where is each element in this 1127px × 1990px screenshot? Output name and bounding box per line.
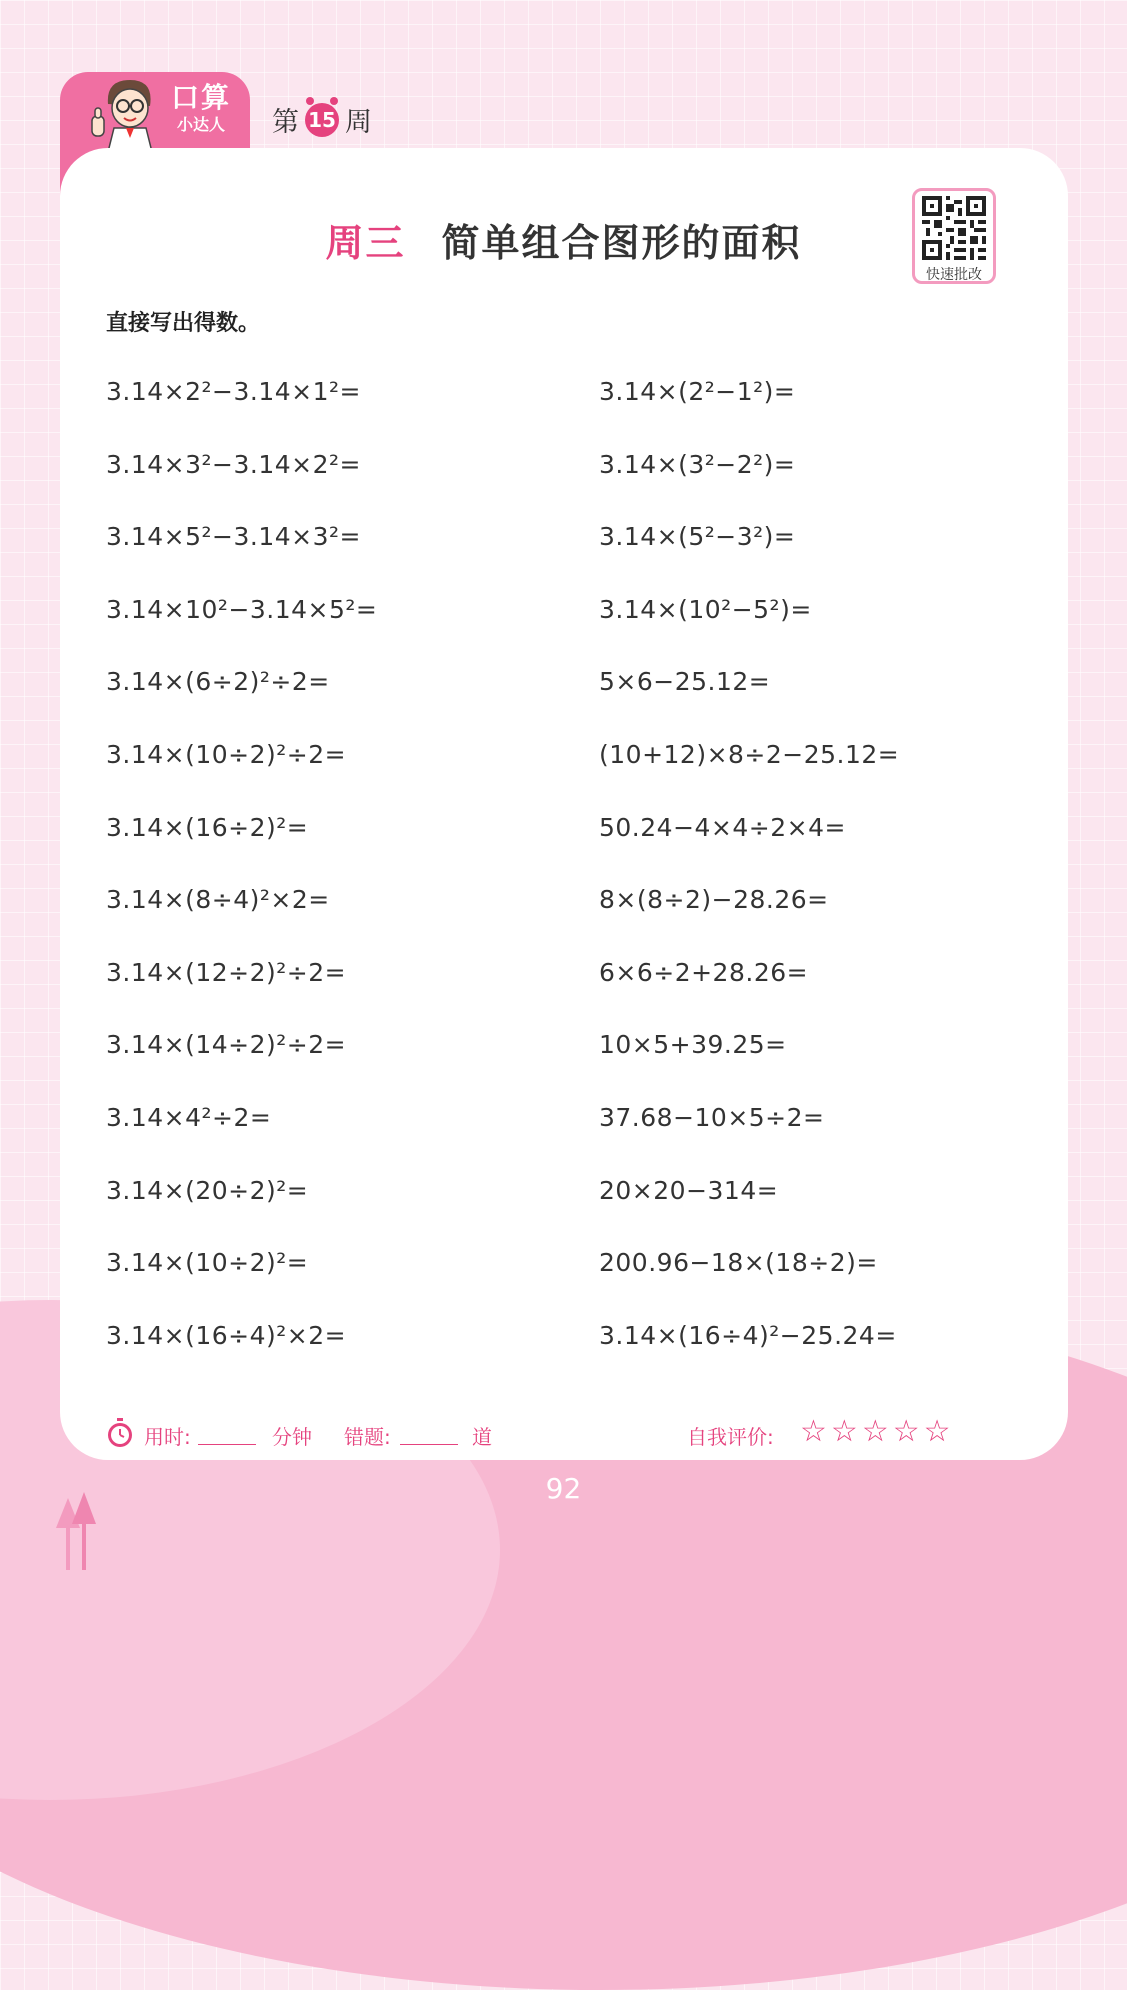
qr-code-icon <box>922 196 986 260</box>
problem-row <box>106 1098 1026 1171</box>
brand-sub-text: 小达人 <box>176 115 225 134</box>
problem-row <box>106 953 1026 1026</box>
problem-left: 3.14×(8÷4)²×2= <box>106 885 330 915</box>
problem-left: 3.14×(10÷2)²÷2= <box>106 739 347 769</box>
time-unit: 分钟 <box>272 1425 312 1449</box>
problem-right: 5×6−25.12= <box>599 667 771 697</box>
problem-row <box>106 1025 1026 1098</box>
problem-right: 8×(8÷2)−28.26= <box>599 885 829 915</box>
qr-label: 快速批改 <box>926 267 982 283</box>
problem-row <box>106 1316 1026 1389</box>
footer-bar <box>106 1414 966 1450</box>
problem-right: 37.68−10×5÷2= <box>599 1102 825 1132</box>
week-number-badge: 15 <box>305 103 339 137</box>
rating-star-icon[interactable]: ☆ <box>923 1414 951 1449</box>
page-number: 92 <box>545 1472 582 1505</box>
errors-unit: 道 <box>472 1425 492 1449</box>
brand-main-text: 口算 <box>170 81 231 114</box>
problem-row <box>106 880 1026 953</box>
problem-right: 10×5+39.25= <box>599 1030 787 1060</box>
problem-right: 3.14×(10²−5²)= <box>599 594 812 624</box>
problem-left: 3.14×(6÷2)²÷2= <box>106 667 330 697</box>
mascot-boy-icon <box>86 74 166 152</box>
problem-row <box>106 517 1026 590</box>
problem-row <box>106 1171 1026 1244</box>
week-indicator <box>272 100 372 139</box>
problem-row <box>106 372 1026 445</box>
instruction-text: 直接写出得数。 <box>106 311 261 336</box>
self-eval-label: 自我评价: <box>687 1425 774 1449</box>
qr-code-panel[interactable] <box>912 188 996 284</box>
problem-left: 3.14×10²−3.14×5²= <box>106 594 378 624</box>
problem-right: 3.14×(5²−3²)= <box>599 522 796 552</box>
problem-right: 200.96−18×(18÷2)= <box>599 1248 878 1278</box>
problem-left: 3.14×4²÷2= <box>106 1102 272 1132</box>
problem-left: 3.14×3²−3.14×2²= <box>106 449 361 479</box>
problem-row <box>106 1243 1026 1316</box>
rating-star-icon[interactable]: ☆ <box>830 1414 858 1449</box>
week-suffix: 周 <box>345 107 372 138</box>
brand-logo <box>166 82 236 136</box>
stopwatch-icon <box>106 1418 134 1448</box>
problem-grid <box>106 372 1026 1388</box>
rating-star-icon[interactable]: ☆ <box>892 1414 920 1449</box>
problem-right: 20×20−314= <box>599 1175 779 1205</box>
self-eval-stars <box>800 1414 951 1450</box>
problem-right: 6×6÷2+28.26= <box>599 957 809 987</box>
rating-star-icon[interactable]: ☆ <box>800 1414 827 1449</box>
problem-left: 3.14×(16÷2)²= <box>106 812 309 842</box>
problem-row <box>106 445 1026 518</box>
time-used-blank[interactable] <box>198 1444 256 1445</box>
problem-right: 3.14×(16÷4)²−25.24= <box>599 1320 897 1350</box>
problem-left: 3.14×(14÷2)²÷2= <box>106 1030 347 1060</box>
rating-star-icon[interactable]: ☆ <box>861 1414 889 1449</box>
arrow-decoration-icon <box>54 1492 104 1570</box>
errors-label: 错题: <box>344 1425 391 1449</box>
problem-row <box>106 735 1026 808</box>
problem-left: 3.14×(20÷2)²= <box>106 1175 309 1205</box>
problem-right: 50.24−4×4÷2×4= <box>599 812 846 842</box>
problem-left: 3.14×2²−3.14×1²= <box>106 377 361 406</box>
title-topic: 简单组合图形的面积 <box>441 221 802 265</box>
problem-right: (10+12)×8÷2−25.12= <box>599 739 900 769</box>
problem-left: 3.14×(10÷2)²= <box>106 1248 309 1278</box>
title-day: 周三 <box>325 221 406 265</box>
problem-left: 3.14×(12÷2)²÷2= <box>106 957 347 987</box>
week-prefix: 第 <box>272 107 299 138</box>
problem-right: 3.14×(3²−2²)= <box>599 449 796 479</box>
problem-left: 3.14×(16÷4)²×2= <box>106 1320 347 1350</box>
problem-left: 3.14×5²−3.14×3²= <box>106 522 361 552</box>
problem-row <box>106 662 1026 735</box>
time-used-label: 用时: <box>144 1425 191 1449</box>
problem-row <box>106 590 1026 663</box>
errors-blank[interactable] <box>400 1444 458 1445</box>
problem-right: 3.14×(2²−1²)= <box>599 377 796 406</box>
problem-row <box>106 808 1026 881</box>
